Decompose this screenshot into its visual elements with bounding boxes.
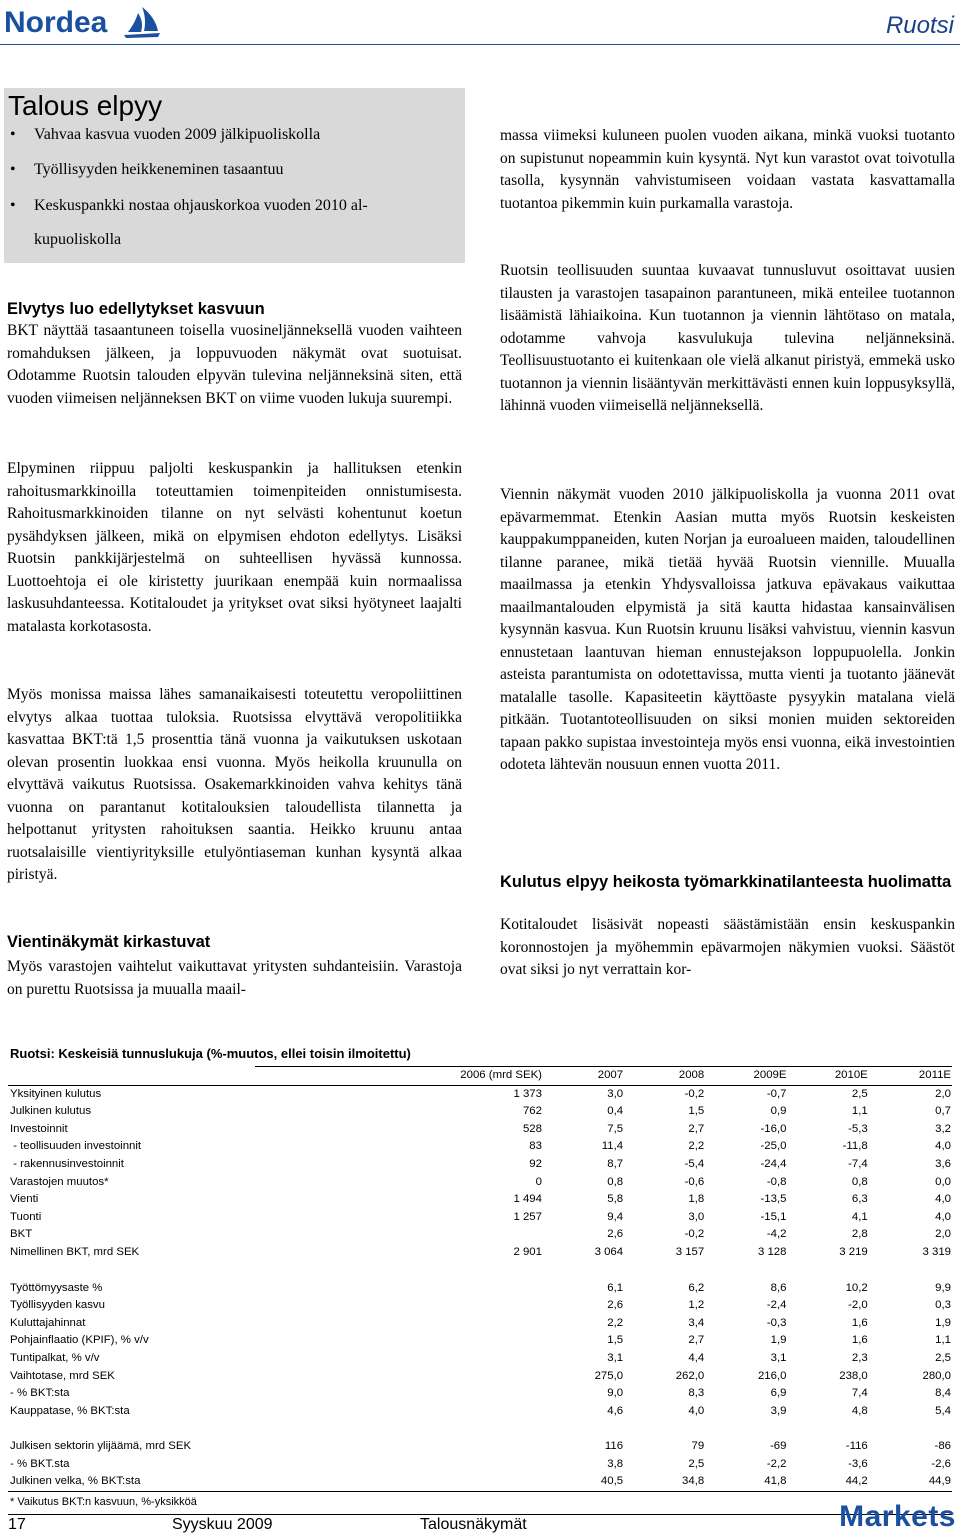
bullet-icon: • [10,197,16,214]
table-row-label: - teollisuuden investoinnit [10,1140,142,1153]
table-cell [255,1368,543,1386]
table-cell: 3,0 [688,1210,705,1223]
table-cell [255,1403,543,1421]
table-cell: 1,5 [688,1105,705,1118]
bullet-text: kupuoliskolla [34,231,122,248]
table-cell: 7,4 [851,1387,868,1400]
table-cell: -116 [845,1440,868,1453]
summary-box [4,88,465,263]
paragraph: Elpyminen riippuu paljolti keskuspankin ja hallituksen etenkin rahoitusmarkkinoilla toteuttamien toimenpiteiden onnistumisesta. Rahoitusmarkkinoiden tilanne on nyt selvästi kohentunut koetun pysähdyksen jälkeen, mikä on elpymisen ehdoton edellytys. Lisäksi Ruotsin pankkijärjestelmä on suhteellisen hyvässä kunnossa. Luottoehtoja ei ole kiristetty juurikaan enempää kuin normaalissa laskusuhdanteessa. Kotitaloudet ja yritykset ovat siksi hyötyneet laajalti matalasta korkotasosta. [7,460,462,635]
table-cell: 10,2 [845,1281,868,1294]
table-cell [255,1473,543,1491]
table-row [8,1403,952,1421]
table-cell: 2 901 [513,1245,542,1258]
table-cell: 3,4 [688,1316,705,1329]
table-cell: 1,9 [935,1316,951,1329]
table-cell [255,1332,543,1350]
table-header-cell: 2006 (mrd SEK) [255,1067,543,1086]
table-cell [255,1385,543,1403]
table-cell: 34,8 [624,1473,705,1491]
table-cell: 3 128 [757,1245,787,1258]
table-cell: 5,4 [935,1404,951,1417]
table-row-label: Julkinen velka, % BKT:sta [8,1473,255,1491]
table-cell: 3,0 [607,1087,624,1100]
table-cell: -0,7 [766,1087,787,1100]
table-row-label: Julkisen sektorin ylijäämä, mrd SEK [10,1440,192,1453]
table-row-label: Yksityinen kulutus [10,1087,102,1100]
table-row [8,1332,952,1350]
table-spacer-row [8,1262,952,1280]
table-cell: -69 [770,1440,787,1453]
table-row-label: Kuluttajahinnat [10,1316,86,1329]
footer-divider [8,1514,952,1515]
table-row-label: Nimellinen BKT, mrd SEK [10,1245,140,1258]
table-cell: 0 [535,1175,542,1188]
table-cell: 1,1 [935,1334,951,1347]
section-heading-vienti: Vientinäkymät kirkastuvat [7,933,211,951]
markets-logo: Markets [839,1500,956,1533]
table-row-label: Tuonti [10,1210,42,1223]
table-cell: 3,9 [770,1404,787,1417]
table-cell: 1,8 [688,1193,705,1206]
table-cell: 2,0 [935,1087,951,1100]
table-cell: 2,2 [607,1316,624,1329]
table-cell: -24,4 [760,1157,787,1170]
table-cell: 3,2 [935,1122,951,1135]
kpi-table [8,1066,952,1492]
section-heading-elvytys: Elvytys luo edellytykset kasvuun [7,300,265,318]
table-row-label: Työttömyysaste % [10,1281,103,1294]
table-cell: -2,2 [766,1457,787,1470]
table-cell: 762 [522,1105,542,1118]
table-cell: 1,6 [851,1334,868,1347]
table-cell: 4,0 [935,1210,951,1223]
table-cell: 3 157 [675,1245,705,1258]
table-cell: 1,6 [851,1316,868,1329]
table-cell: -15,1 [760,1210,787,1223]
table-cell: 6,1 [607,1281,624,1294]
table-row [8,1297,952,1315]
table-cell: -2,4 [766,1299,787,1312]
table-cell: -2,6 [931,1457,951,1470]
table-row [8,1209,952,1227]
table-cell: 6,3 [851,1193,868,1206]
table-row [8,1280,952,1298]
paragraph: Kotitaloudet lisäsivät nopeasti säästämistään ensin keskuspankin koronnostojen ja myöhemmin epävarmojen näkymien vuoksi. Säästöt ovat siksi jo nyt verrattain kor- [500,916,955,978]
table-cell: 4,0 [688,1404,705,1417]
table-cell [255,1280,543,1298]
paragraph: Myös varastojen vaihtelut vaikuttavat yritysten suhdanteisiin. Varastoja on purettu Ruotsissa ja muualla maail- [7,958,462,998]
table-cell: 2,6 [607,1228,624,1241]
table-cell: 4,4 [688,1351,705,1364]
table-cell: 2,3 [851,1351,868,1364]
page-number: 17 [8,1516,26,1533]
table-cell: 262,0 [675,1369,705,1382]
bullet-icon: • [10,161,16,178]
footer-publication: Talousnäkymät [420,1516,527,1533]
table-cell: -5,4 [684,1157,705,1170]
table-cell: 2,7 [688,1122,705,1135]
table-cell: 2,5 [851,1087,868,1100]
table-cell: 0,7 [935,1105,951,1118]
table-cell: 3,8 [607,1457,624,1470]
paragraph: BKT näyttää tasaantuneen toisella vuosineljänneksellä vuoden vaihteen romahduksen jälkeen, ja loppuvuoden näkymät ovat suotuisat. Odotamme Ruotsin talouden elpyvän tulevina neljänneksinä siten, että vuoden viimeisen neljänneksen BKT on viime vuoden lukuja suurempi. [7,322,462,407]
table-row [8,1156,952,1174]
section-heading-kulutus: Kulutus elpyy heikosta työmarkkinatilanteesta huolimatta [500,873,952,891]
table-cell: 1,5 [607,1334,624,1347]
table-cell: 116 [604,1440,624,1453]
table-cell: 280,0 [922,1369,951,1382]
table-cell: -16,0 [760,1122,787,1135]
table-cell: 4,0 [935,1193,951,1206]
paragraph: Ruotsin teollisuuden suuntaa kuvaavat tunnusluvut osoittavat uusien tilausten ja varastojen tasapainon parantuneen, mikä enteilee tuotannon lisäämistä lähiaikoina. Kun tuotannon ja viennin lähtötaso on matala, odotamme vahvoja kasvulukuja tulevina neljänneksinä. Teollisuustuotanto ei kuitenkaan ole vielä alkanut piristyä, emmekä usko tuotannon ja viennin lisääntyvän merkittävästi ennen kuin loppusyksyllä, lähinnä vuoden viimeisellä neljänneksellä. [500,262,955,414]
table-row-label: Kauppatase, % BKT:sta [10,1404,130,1417]
table-row-label: Julkinen kulutus [10,1105,92,1118]
table-row-label: Investoinnit [10,1122,68,1135]
table-row [8,1315,952,1333]
table-cell: -2,0 [848,1299,868,1312]
table-cell: -0,8 [766,1175,787,1188]
table-row-label: Vaihtotase, mrd SEK [10,1369,115,1382]
table-cell: 3 219 [839,1245,868,1258]
nordea-logo [4,3,164,41]
table-cell: 4,1 [851,1210,868,1223]
table-cell: -0,3 [766,1316,787,1329]
table-cell: -13,5 [760,1193,787,1206]
table-row [8,1138,952,1156]
table-footnote: * Vaikutus BKT:n kasvuun, %-yksikköä [10,1496,197,1508]
table-header-cell: 2008 [624,1067,705,1086]
table-cell: 8,3 [688,1387,705,1400]
table-cell: 0,8 [851,1175,868,1188]
table-row [8,1473,952,1491]
table-row-label: Pohjainflaatio (KPIF), % v/v [10,1334,149,1347]
table-row-label: BKT [10,1228,33,1241]
table-cell: 528 [522,1122,542,1135]
table-header-cell: 2011E [869,1067,952,1086]
table-cell [255,1456,543,1474]
table-cell: 3,1 [770,1351,787,1364]
table-cell: 0,4 [607,1105,624,1118]
table-row [8,1103,952,1121]
table-header-cell: 2007 [543,1067,624,1086]
table-cell: 1 494 [513,1193,542,1206]
table-row-label: - % BKT.sta [10,1457,70,1470]
logo-text: Nordea [4,6,108,39]
table-cell: 0,0 [935,1175,951,1188]
table-cell: 3 319 [922,1245,951,1258]
paragraph: Viennin näkymät vuoden 2010 jälkipuoliskolla ja vuonna 2011 ovat epävarmemmat. Etenkin Aasian mutta myös Ruotsin keskeisten kauppakumppaneiden, kuten Norjan ja euroalueen maiden, taloudellinen tilanne paranee, mikä tietää hyvää Ruotsin viennille. Muualla maailmassa ja etenkin Yhdysvalloissa jatkuva epävakaus vaikuttaa maailmantalouden elpymistä ja sitä kautta hidastaa kansainvälisen kysynnän kasvua. Kun Ruotsin kruunu lisäksi vahvistuu, viennin kasvun ennustetaan laantuvan hieman ennustejakson loppupuolella. Jonkin asteista parantumista on odotettavissa, mutta vienti ja tuotanto jäänevät matalalle tasolle. Kapasiteetin käyttöaste pysyykin matalana vielä pitkään. Tuotantoteollisuuden on siksi monien muiden sektoreiden tapaan pakko supistaa investointeja myös ensi vuonna, eikä investointien odoteta lähtevän nousuun ennen vuotta 2011. [500,486,955,773]
table-cell: -5,3 [848,1122,868,1135]
table-cell: 216,0 [757,1369,787,1382]
table-row-label: - rakennusinvestoinnit [10,1157,124,1170]
table-cell: 1,1 [851,1105,868,1118]
table-row [8,1085,952,1103]
table-cell: 7,5 [607,1122,624,1135]
table-cell: 9,0 [607,1387,624,1400]
table-cell: 1 257 [513,1210,542,1223]
table-cell: -25,0 [760,1140,787,1153]
table-cell: 92 [529,1157,542,1170]
table-row [8,1121,952,1139]
table-row [8,1438,952,1456]
table-cell: 9,4 [607,1210,624,1223]
table-cell: 275,0 [594,1369,624,1382]
country-title: Ruotsi [885,12,954,39]
bullet-text: Työllisyyden heikkeneminen tasaantuu [34,161,284,178]
bullet-text: Keskuspankki nostaa ohjauskorkoa vuoden 2010 al- [34,197,368,214]
table-spacer-cell [8,1420,952,1438]
table-cell: 9,9 [935,1281,951,1294]
table-cell: -86 [934,1440,951,1453]
table-cell [255,1350,543,1368]
table-row [8,1226,952,1244]
table-cell: 44,2 [787,1473,868,1491]
table-cell [255,1315,543,1333]
table-cell: 4,8 [851,1404,868,1417]
table-header-cell [8,1067,255,1086]
table-row-label: Vienti [10,1193,39,1206]
table-cell: 40,5 [543,1473,624,1491]
table-row [8,1368,952,1386]
table-cell: 8,7 [607,1157,624,1170]
table-cell: -0,2 [684,1087,705,1100]
table-title: Ruotsi: Keskeisiä tunnuslukuja (%-muutos, ellei toisin ilmoitettu) [10,1046,411,1061]
table-spacer-row [8,1420,952,1438]
table-row-label: Tuntipalkat, % v/v [10,1351,100,1364]
table-cell: 2,6 [607,1299,624,1312]
bullet-icon: • [10,126,16,143]
table-cell: 1 373 [513,1087,542,1100]
sail-logo-icon [122,5,162,39]
table-cell: -7,4 [848,1157,868,1170]
table-row-label: - % BKT:sta [10,1387,70,1400]
table-cell: 2,5 [688,1457,705,1470]
table-cell: 0,3 [935,1299,951,1312]
table-cell: 41,8 [705,1473,787,1491]
table-cell: 4,6 [607,1404,624,1417]
table-row [8,1350,952,1368]
table-cell [255,1438,543,1456]
table-cell: 2,0 [935,1228,951,1241]
table-cell: 0,9 [770,1105,787,1118]
table-cell: 6,2 [688,1281,705,1294]
bullet-text: Vahvaa kasvua vuoden 2009 jälkipuoliskolla [34,126,321,143]
table-cell: 3,6 [935,1157,951,1170]
table-cell: 5,8 [607,1193,624,1206]
paragraph: Myös monissa maissa lähes samanaikaisesti toteutettu veropoliittinen elvytys alkaa tuottaa tuloksia. Ruotsissa elvyttävä veropolitiikka kasvattaa BKT:tä 1,5 prosenttia tänä vuonna ja vaikutuksen uskotaan olevan prosentin luokkaa ensi vuonna. Myös heikolla kruunulla on elvyttävä vaikutus Ruotsissa. Osakemarkkinoiden vahva kehitys tänä vuonna on parantanut kotitalouksien taloudellista tilannetta ja helpottanut yritysten rahoituksen saantia. Heikko kruunu antaa ruotsalaisille vientiyrityksille etulyöntiaseman kunhan kysyntä alkaa piristyä. [7,686,462,883]
table-header-row [8,1067,952,1086]
table-row [8,1385,952,1403]
table-row-label: Varastojen muutos* [10,1175,109,1188]
table-cell: 2,7 [688,1334,705,1347]
table-cell: -0,6 [684,1175,705,1188]
table-cell: 11,4 [601,1140,624,1153]
table-cell: 8,6 [770,1281,787,1294]
table-cell: -4,2 [766,1228,787,1241]
table-row [8,1191,952,1209]
table-cell: 1,9 [770,1334,787,1347]
table-cell: 0,8 [607,1175,624,1188]
table-header-cell: 2009E [705,1067,787,1086]
table-cell: -11,8 [842,1140,868,1153]
table-body [8,1085,952,1491]
table-cell: 2,8 [851,1228,868,1241]
page-title: Talous elpyy [8,90,163,121]
table-cell: 44,9 [869,1473,952,1491]
table-row [8,1244,952,1262]
table-spacer-cell [8,1262,952,1280]
table-cell: 8,4 [935,1387,951,1400]
table-cell: 83 [529,1140,542,1153]
table-cell [255,1297,543,1315]
table-cell: 3 064 [594,1245,624,1258]
table-cell: 6,9 [770,1387,787,1400]
table-row-label: Työllisyyden kasvu [10,1299,105,1312]
table-cell: 79 [691,1440,705,1453]
table-cell: 3,1 [607,1351,624,1364]
table-row [8,1174,952,1192]
paragraph: massa viimeksi kuluneen puolen vuoden aikana, minkä vuoksi tuotanto on supistunut nopeammin kuin kysyntä. Nyt kun varastot ovat toivotulla tasolla, kysynnän vahvistumiseen voidaan vastata kasvattamalla tuotantoa pikemmin kuin purkamalla varastoja. [500,127,955,212]
footer-date: Syyskuu 2009 [172,1516,273,1533]
table-cell: 2,5 [935,1351,951,1364]
table-cell: 2,2 [688,1140,705,1153]
table-cell [255,1226,543,1244]
table-cell: 1,2 [688,1299,705,1312]
table-header-cell: 2010E [787,1067,868,1086]
table-cell: -0,2 [684,1228,705,1241]
header-divider [0,44,960,45]
table-row [8,1456,952,1474]
table-cell: 4,0 [935,1140,951,1153]
table-cell: 238,0 [839,1369,868,1382]
table-cell: -3,6 [848,1457,868,1470]
